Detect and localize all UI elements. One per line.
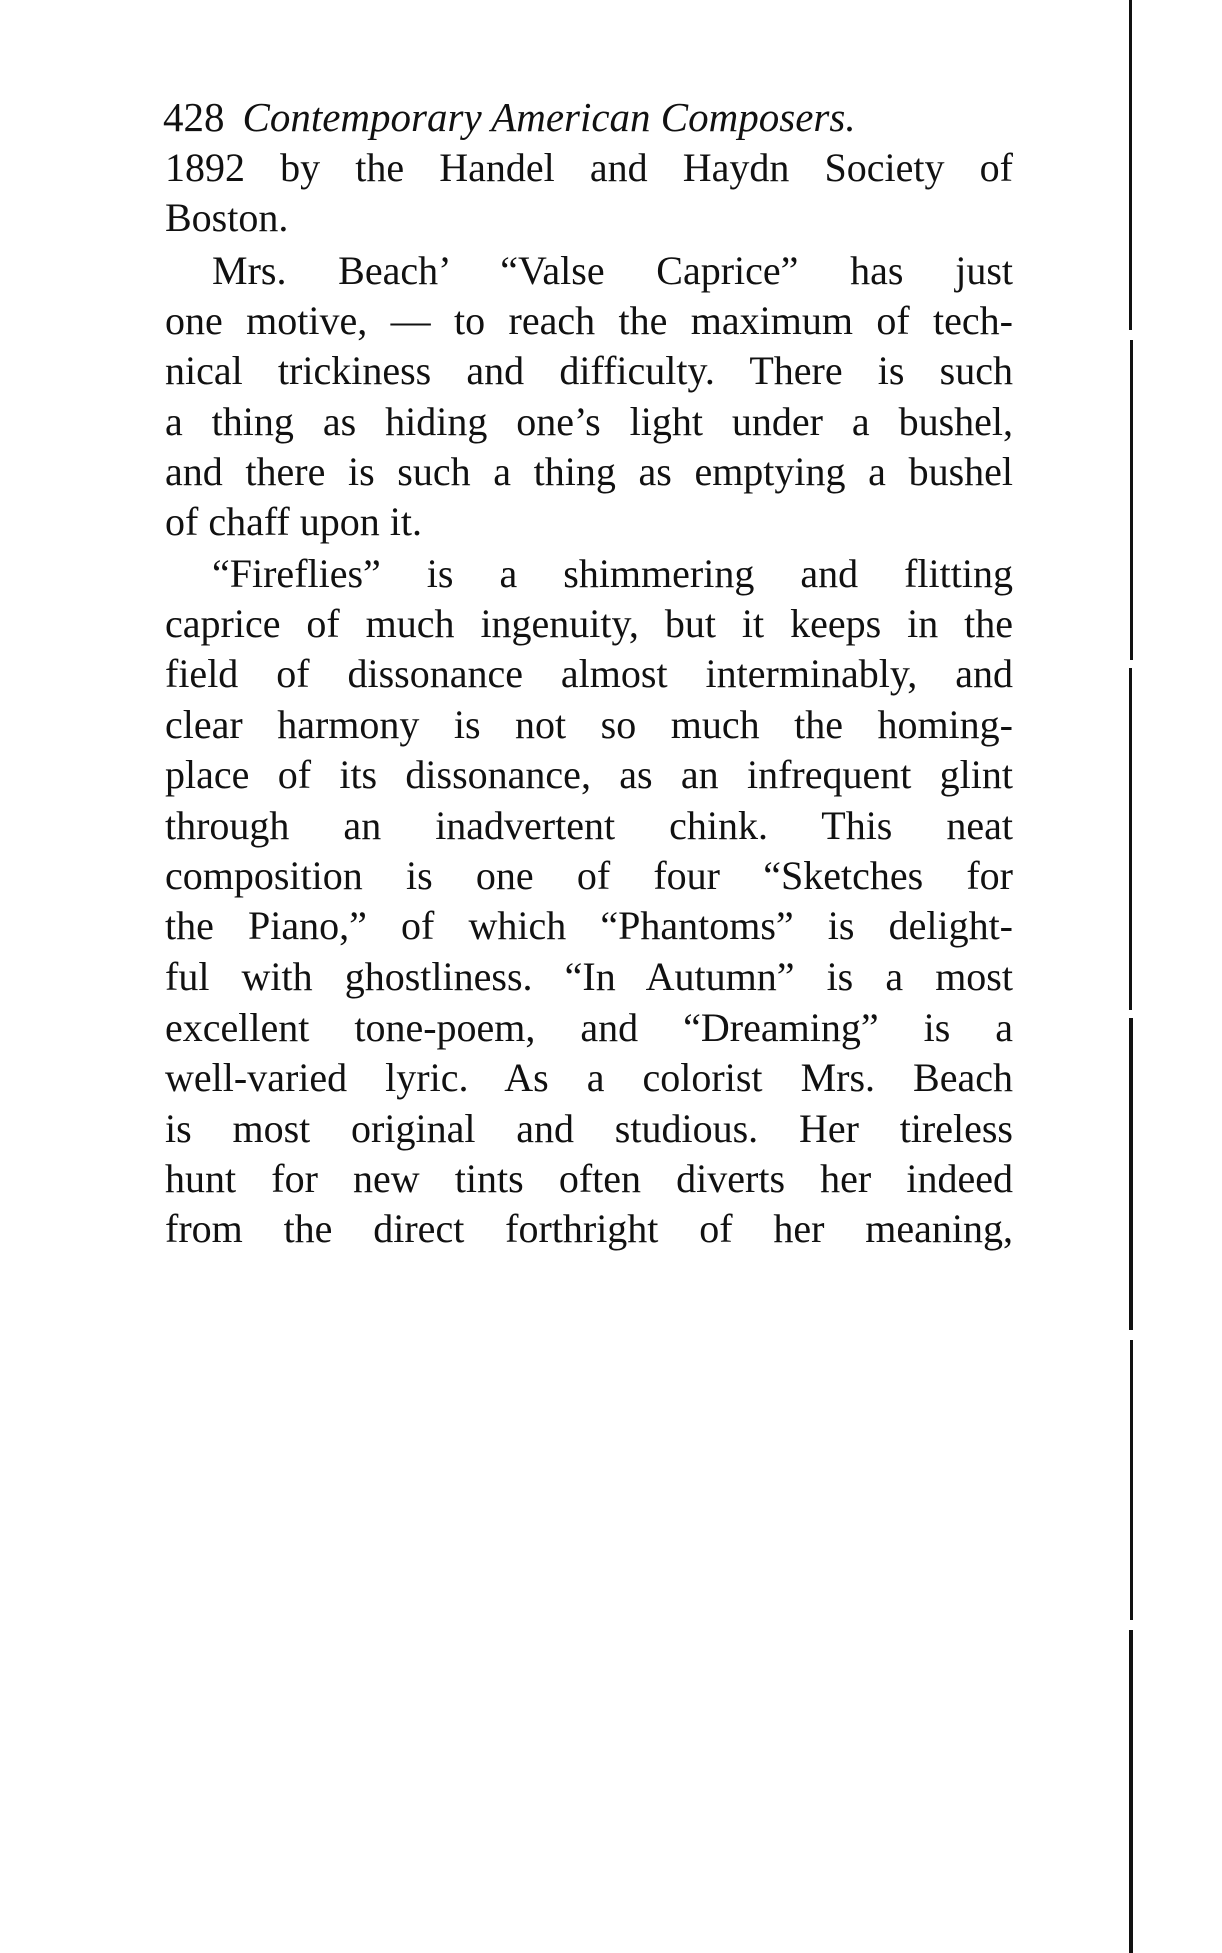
text-line: from the direct forthright of her meaning, <box>165 1206 1013 1251</box>
text-line: caprice of much ingenuity, but it keeps in the <box>165 601 1013 646</box>
paragraph-first-line: “Fireflies” is a shimmering and flitting <box>212 551 1013 596</box>
page-number: 428 <box>163 94 225 140</box>
running-title: Contemporary American Composers. <box>242 94 856 140</box>
text-line: place of its dissonance, as an infrequent glint <box>165 752 1013 797</box>
paragraph-first-line: Mrs. Beach’ “Valse Caprice” has just <box>212 248 1013 293</box>
text-line: 1892 by the Handel and Haydn Society of <box>165 145 1013 190</box>
text-line: one motive, — to reach the maximum of tech- <box>165 298 1013 343</box>
text-line: nical trickiness and difficulty. There is such <box>165 348 1013 393</box>
text-line: of chaff upon it. <box>165 499 422 544</box>
text-line: hunt for new tints often diverts her indeed <box>165 1156 1013 1201</box>
text-line: Boston. <box>165 195 289 240</box>
text-line: is most original and studious. Her tireless <box>165 1106 1013 1151</box>
text-line: clear harmony is not so much the homing- <box>165 702 1013 747</box>
text-line: composition is one of four “Sketches for <box>165 853 1013 898</box>
text-line: a thing as hiding one’s light under a bushel, <box>165 399 1013 444</box>
running-head <box>163 92 856 142</box>
text-line: through an inadvertent chink. This neat <box>165 803 1013 848</box>
text-line: the Piano,” of which “Phantoms” is delight- <box>165 903 1013 948</box>
page-binding-edge <box>1128 0 1134 1953</box>
text-line: and there is such a thing as emptying a bushel <box>165 449 1013 494</box>
text-line: ful with ghostliness. “In Autumn” is a most <box>165 954 1013 999</box>
text-line: well-varied lyric. As a colorist Mrs. Beach <box>165 1055 1013 1100</box>
text-line: field of dissonance almost interminably, and <box>165 651 1013 696</box>
text-line: excellent tone-poem, and “Dreaming” is a <box>165 1005 1013 1050</box>
